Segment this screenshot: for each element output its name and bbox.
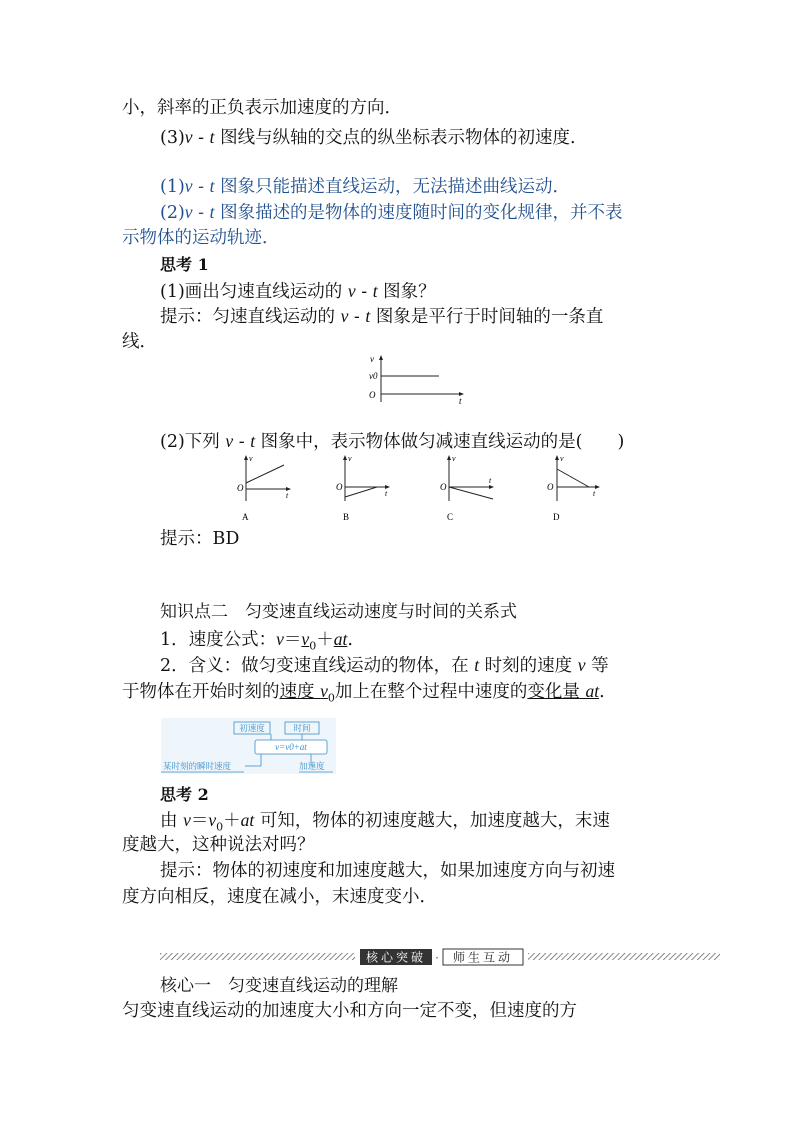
option-a-graph [232,453,294,523]
svg-text:O: O [547,482,554,492]
svg-text:t: t [385,489,388,498]
option-c-graph [437,453,499,523]
note-line: (2)v - t 图象描述的是物体的速度随时间的变化规律，并不表 [160,202,623,223]
option-d-graph [543,453,605,523]
svg-text:O: O [336,482,343,492]
core-heading: 核心一 匀变速直线运动的理解 [160,976,398,996]
option-letter: C [447,512,454,522]
v-axis-arrow [379,355,383,360]
svg-text:t: t [593,489,596,498]
banner-core-breakthrough: 核心突破 [365,950,427,965]
banner-interaction: 师生互动 [452,950,514,965]
note-line: (1)v - t 图象只能描述直线运动，无法描述曲线运动． [160,176,571,197]
think-heading: 思考 1 [160,255,209,274]
formula-line: 1．速度公式：$v=v_0+at$. [160,629,353,653]
t-label: t [459,396,462,406]
meaning-line: 于物体在开始时刻的速度 $v_0$加上在整个过程中速度的变化量 at. [122,681,605,705]
option-letter: B [343,512,350,522]
v-label: v [370,354,374,364]
think-heading: 思考 2 [160,785,209,804]
svg-text:v: v [348,454,352,463]
hint-line: 线． [122,332,157,352]
option-b-graph [333,453,395,523]
option-c-line [449,487,493,499]
hint-line: 提示：匀速直线运动的 v - t 图象是平行于时间轴的一条直 [160,306,604,327]
svg-text:v: v [560,454,564,463]
initial-velocity-label: 初速度 [239,723,265,733]
section-heading: 知识点二 匀变速直线运动速度与时间的关系式 [160,602,517,622]
question-line: (2)下列 v - t 图象中，表示物体做匀减速直线运动的是( ) [160,431,625,452]
option-a-line [246,465,284,483]
section-banner [160,948,720,966]
hint-line: 度方向相反，速度在减小，末速度变小． [122,887,437,907]
svg-text:t: t [489,476,492,485]
acceleration-label: 加速度 [299,761,325,771]
formula-box: v=v0+at [275,742,307,752]
text-line: (3)v - t 图线与纵轴的交点的纵坐标表示物体的初速度. [160,127,576,148]
svg-text:O: O [237,483,244,493]
option-b-line [345,487,377,497]
svg-text:O: O [440,482,447,492]
svg-text:t: t [286,491,289,500]
svg-text:·: · [435,950,439,965]
note-line: 示物体的运动轨迹． [122,228,280,248]
v0-label: v0 [369,371,378,381]
text-line: 小，斜率的正负表示加速度的方向． [122,98,402,118]
time-label: 时间 [293,723,311,733]
question-line: 由 $v=v_0+at$ 可知，物体的初速度越大，加速度越大，末速 [160,810,610,834]
formula-diagram [161,718,336,774]
meaning-line: 2．含义：做匀变速直线运动的物体，在 t 时刻的速度 v 等 [160,655,609,676]
option-letter: A [242,512,249,522]
svg-text:v: v [452,454,456,463]
text-line: 匀变速直线运动的加速度大小和方向一定不变，但速度的方 [122,1001,577,1021]
question-line: 度越大，这种说法对吗？ [122,835,315,855]
question-line: (1)画出匀速直线运动的 v - t 图象？ [160,281,436,302]
svg-text:v: v [249,454,253,463]
hint-line: 提示：物体的初速度和加速度越大，如果加速度方向与初速 [160,861,615,881]
option-d-line [557,469,589,487]
origin-label: O [369,390,376,400]
uniform-motion-vt-graph [355,352,475,408]
option-letter: D [553,512,560,522]
hint-line: 提示：BD [160,529,240,549]
instant-velocity-label: 某时刻的瞬时速度 [163,761,232,771]
